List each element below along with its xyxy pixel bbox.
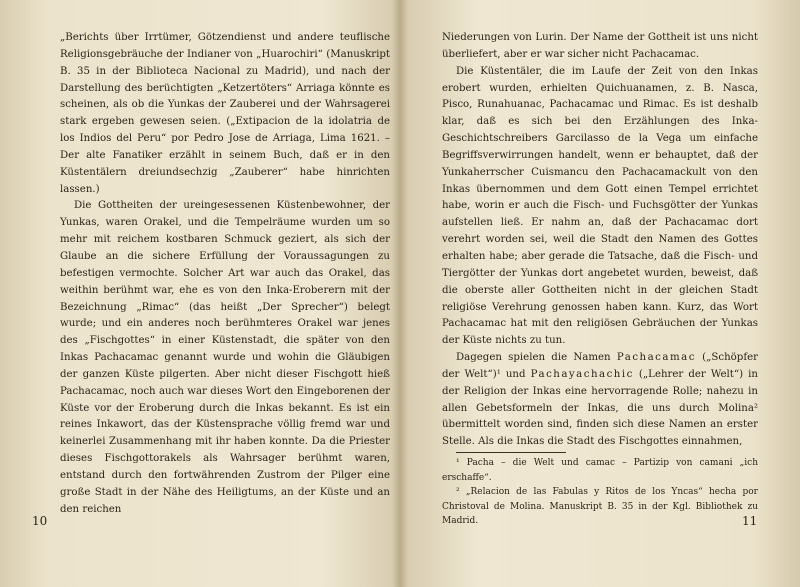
left-page: [60, 30, 390, 550]
footnote-1: ¹ Pacha – die Welt und camac – Partizip von camani „ich erschaffe“.: [442, 458, 758, 483]
footnote-2: ² „Relacion de las Fabulas y Ritos de los Yncas“ hecha por Christoval de Molina. Manuskript B. 35 in der Kgl. Bibliothek zu Madrid.: [442, 487, 758, 526]
left-paragraph-2: Die Gottheiten der ureingesessenen Küstenbewohner, der Yunkas, waren Orakel, und die Tempelräume wurden um so mehr mit reichem kostbaren Schmuck geziert, als sich der Glaube an die sichere Erfüllung der Voraussagungen zu befestigen vermochte. Solcher Art war auch das Orakel, das weithin berühmt war, ehe es von den Inka-Eroberern mit der Bezeichnung „Rimac“ (das heißt „Der Sprecher“) belegt wurde; und ein anderes noch berühmteres Orakel war jenes des „Fischgottes“ in einer Küstenstadt, die später von den Inkas Pachacamac genannt wurde und wohin die Gläubigen der ganzen Küste pilgerten. Aber nicht dieser Fischgott hieß Pachacamac, noch auch war dieses Wort den Eingeborenen der Küste vor der Eroberung durch die Inkas bekannt. Es ist ein reines Inkawort, das der Küstensprache völlig fremd war und keinerlei Zusammenhang mit ihr haben konnte. Da die Priester dieses Fischgottorakels als Wahrsager berühmt waren, entstand durch den fortwährenden Zustrom der Pilger eine große Stadt in der Nähe des Heiligtums, an der Küste und an den reichen: [60, 200, 390, 515]
paragraph-text: („Schöpfer der Welt“)¹ und: [442, 352, 758, 380]
right-paragraph-2: Die Küstentäler, die im Laufe der Zeit von den Inkas erobert wurden, erhielten Quichuanamen, z. B. Nasca, Pisco, Runahuanac, Pachacamac und Rimac. Es ist deshalb klar, daß es sich bei den Erzählungen des Inka-Geschichtschreibers Garcilasso de la Vega um einfache Begriffsverwirrungen handelt, wenn er behauptet, daß der Yunkaherrscher Cuismancu den Pachacamackult von den Inkas übernommen und dem Gott einen Tempel errichtet habe, worin er auch die Fisch- und Fuchsgötter der Yunkas aufstellen ließ. Er nahm an, daß der Pachacamac dort verehrt worden sei, weil die Stadt den Namen des Gottes erhalten habe; aber gerade die Tatsache, daß die Fisch- und Tiergötter der Yunkas dort angebetet wurden, beweist, daß die oberste aller Gottheiten nicht in der gleichen Stadt religiöse Verehrung genossen haben kann. Kurz, das Wort Pachacamac hat mit den religiösen Gebräuchen der Yunkas der Küste nichts zu tun.: [442, 65, 758, 347]
spaced-name-pachacamac: Pachacamac: [616, 352, 696, 364]
page-number-left: 10: [32, 514, 48, 528]
right-paragraph-1: Niederungen von Lurin. Der Name der Gottheit ist uns nicht überliefert, aber er war sicher nicht Pachacamac.: [442, 32, 758, 60]
footnotes: [442, 452, 758, 529]
footnote-rule: [456, 452, 566, 453]
paragraph-text: Dagegen spielen die Namen: [456, 352, 611, 364]
left-paragraph-1: „Berichts über Irrtümer, Götzendienst und andere teuflische Religionsgebräuche der Indianer von „Huarochiri“ (Manuskript B. 35 in der Biblioteca Nacional zu Madrid), und nach der Darstellung des berüchtigten „Ketzertöters“ Arriaga könnte es scheinen, als ob die Yunkas der Zauberei und der Wahrsagerei stark ergeben gewesen seien. („Extipacion de la idolatria de los Indios del Peru“ por Pedro Jose de Arriaga, Lima 1621. – Der alte Fanatiker erzählt in seinem Buch, daß er in den Küstentälern dreiundsechzig „Zauberer“ habe hinrichten lassen.): [60, 32, 390, 195]
page-number-right: 11: [742, 514, 758, 528]
right-paragraph-3: [442, 350, 758, 451]
spaced-name-pachayachachic: Pachayachachic: [530, 368, 634, 380]
paragraph-text: („Lehrer der Welt“) in der Religion der Inkas eine hervorragende Rolle; nahezu in allen Gebetsformeln der Inkas, die uns durch Molina² übermittelt worden sind, finden sich diese Namen an erster Stelle. Als die Inkas die Stadt des Fischgottes einnahmen,: [442, 368, 758, 448]
